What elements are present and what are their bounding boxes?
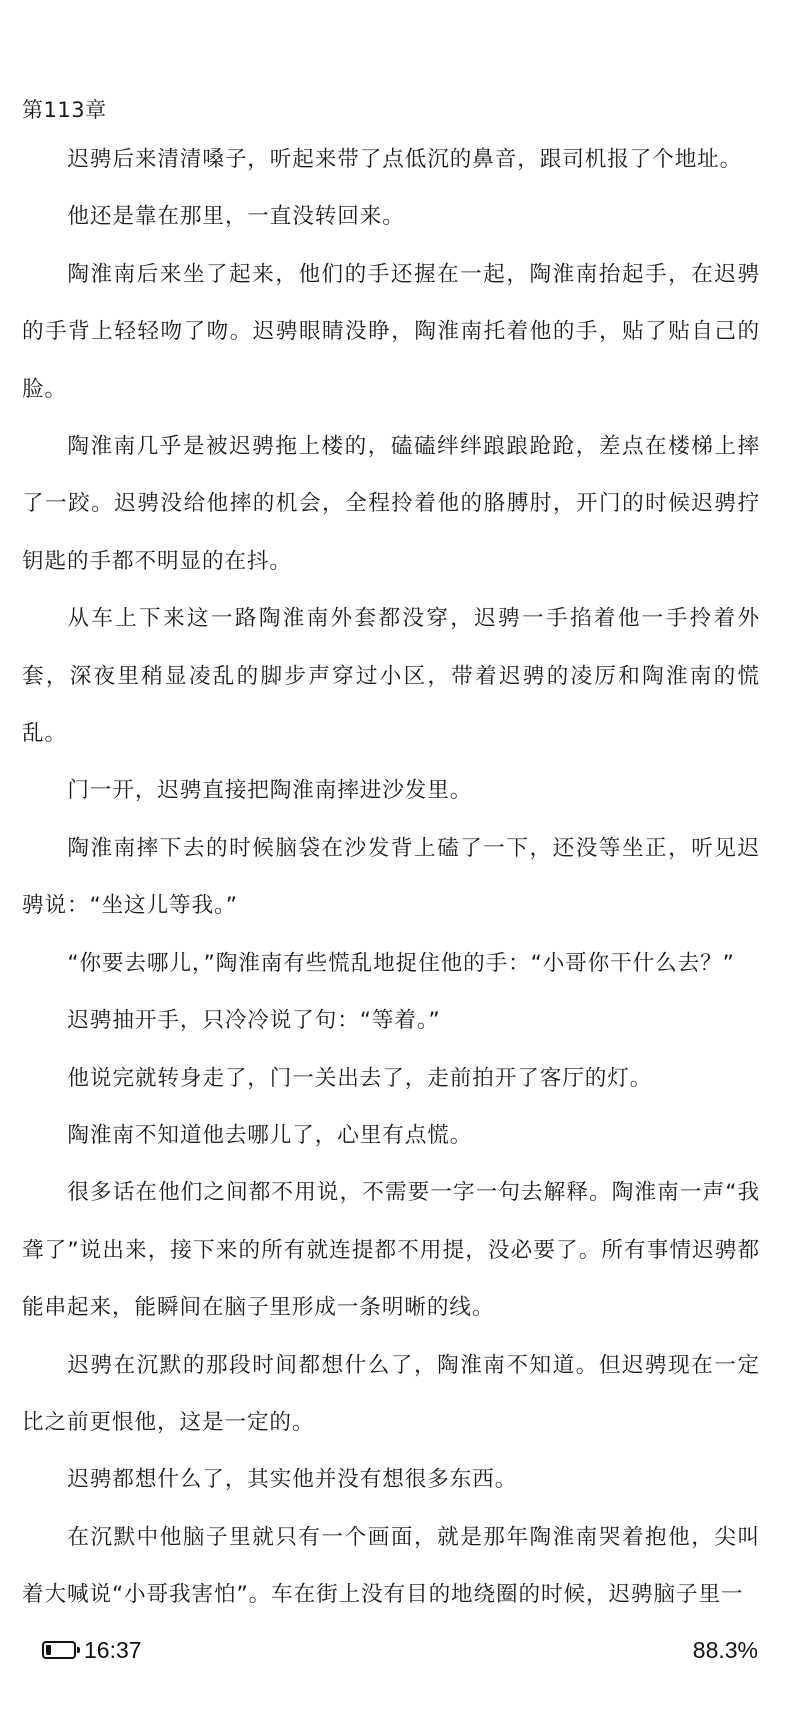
paragraph: 陶淮南几乎是被迟骋拖上楼的，磕磕绊绊踉踉跄跄，差点在楼梯上摔了一跤。迟骋没给他摔的机会，全程拎着他的胳膊肘，开门的时候迟骋拧钥匙的手都不明显的在抖。: [22, 434, 760, 574]
paragraph: 迟骋后来清清嗓子，听起来带了点低沉的鼻音，跟司机报了个地址。: [67, 147, 743, 172]
battery-low-icon: [42, 1641, 76, 1659]
chapter-body: [22, 131, 760, 1624]
paragraph: 门一开，迟骋直接把陶淮南摔进沙发里。: [67, 778, 473, 804]
paragraph: 迟骋抽开手，只冷冷说了句：“等着。”: [67, 1008, 441, 1034]
paragraph: 很多话在他们之间都不用说，不需要一字一句去解释。陶淮南一声“我聋了”说出来，接下来的所有就连提都不用提，没必要了。所有事情迟骋都能串起来，能瞬间在脑子里形成一条明晰的线。: [22, 1180, 760, 1321]
chapter-title: 第113章: [22, 98, 107, 122]
paragraph: 陶淮南不知道他去哪儿了，心里有点慌。: [67, 1122, 473, 1148]
paragraph: 他说完就转身走了，门一关出去了，走前拍开了客厅的灯。: [67, 1065, 653, 1091]
paragraph: 他还是靠在那里，一直没转回来。: [67, 204, 405, 230]
paragraph: 陶淮南后来坐了起来，他们的手还握在一起，陶淮南抬起手，在迟骋的手背上轻轻吻了吻。迟骋眼睛没睁，陶淮南托着他的手，贴了贴自己的脸。: [22, 261, 760, 402]
status-left: [42, 1637, 142, 1664]
paragraph: 在沉默中他脑子里就只有一个画面，就是那年陶淮南哭着抱他，尖叫着大喊说“小哥我害怕”。车在街上没有目的地绕圈的时候，迟骋脑子里一: [22, 1524, 760, 1608]
clock-time: 16:37: [84, 1636, 142, 1663]
paragraph: 从车上下来这一路陶淮南外套都没穿，迟骋一手掐着他一手拎着外套，深夜里稍显凌乱的脚步声穿过小区，带着迟骋的凌厉和陶淮南的慌乱。: [22, 606, 760, 747]
paragraph: 迟骋都想什么了，其实他并没有想很多东西。: [67, 1467, 518, 1493]
reading-progress: 88.3%: [692, 1636, 758, 1663]
paragraph: “你要去哪儿，”陶淮南有些慌乱地捉住他的手：“小哥你干什么去？”: [67, 950, 735, 976]
reader-status-bar: [42, 1634, 758, 1666]
paragraph: 陶淮南摔下去的时候脑袋在沙发背上磕了一下，还没等坐正，听见迟骋说：“坐这儿等我。”: [22, 835, 760, 919]
battery-level: [46, 1645, 51, 1655]
reader-page[interactable]: [22, 92, 760, 1624]
paragraph: 迟骋在沉默的那段时间都想什么了，陶淮南不知道。但迟骋现在一定比之前更恨他，这是一定的。: [22, 1352, 760, 1435]
